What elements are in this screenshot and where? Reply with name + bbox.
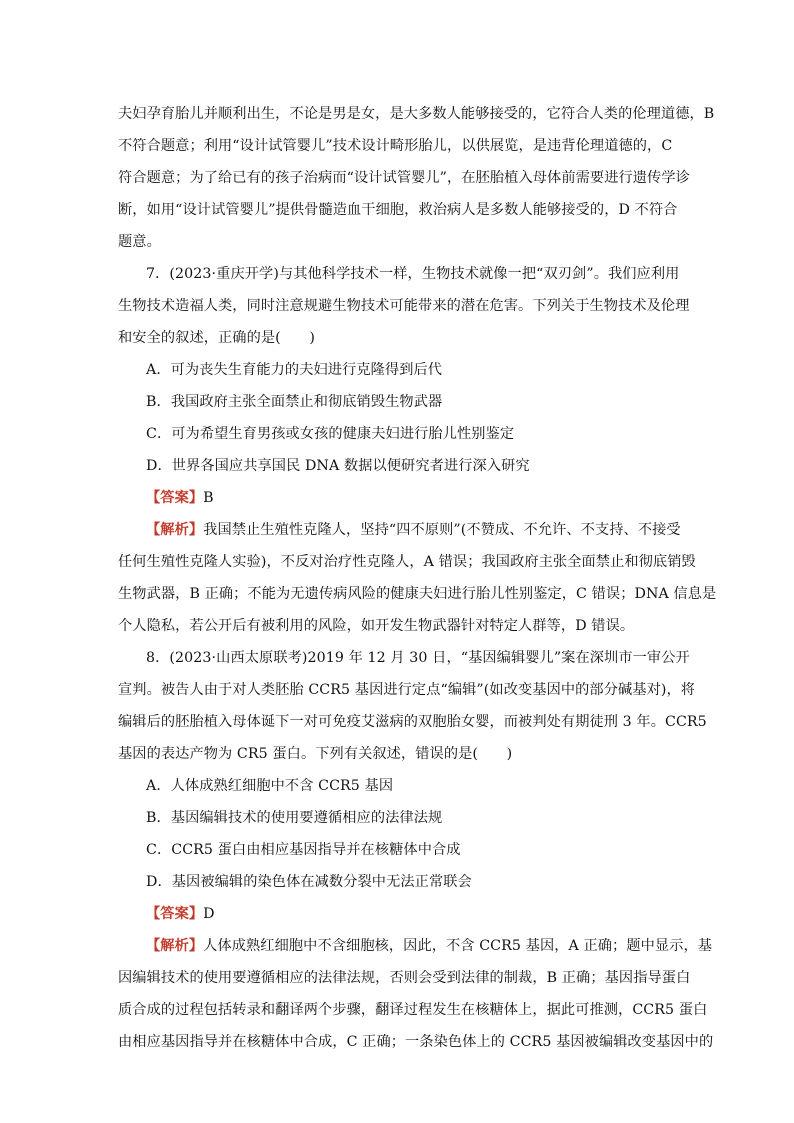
- q8-analysis-line: [146, 936, 713, 956]
- intro-line: 题意。: [118, 234, 161, 250]
- q8-option-b: B．基因编辑技术的使用要遵循相应的法律法规: [146, 810, 443, 826]
- q8-answer-line: [146, 904, 706, 924]
- q8-analysis-text: 人体成熟红细胞中不含细胞核，因此，不含 CCR5 基因，A 正确；题中显示，基: [203, 938, 713, 954]
- q8-analysis-line: 因编辑技术的使用要遵循相应的法律法规，否则会受到法律的制裁，B 正确；基因指导蛋白: [118, 970, 691, 986]
- q8-analysis-line: 由相应基因指导并在核糖体中合成，C 正确；一条染色体上的 CCR5 基因被编辑改变基因中的: [118, 1034, 714, 1050]
- q7-option-c: C．可为希望生育男孩或女孩的健康夫妇进行胎儿性别鉴定: [146, 426, 515, 442]
- analysis-tag: 【解析】: [146, 522, 204, 538]
- q7-stem-line: 生物技术造福人类，同时注意规避生物技术可能带来的潜在危害。下列关于生物技术及伦理: [118, 298, 690, 314]
- q7-answer: B: [203, 490, 214, 506]
- q8-option-a: A．人体成熟红细胞中不含 CCR5 基因: [146, 778, 394, 794]
- q7-stem-line: 7．(2023·重庆开学)与其他科学技术一样，生物技术就像一把“双刃剑”。我们应利用: [146, 266, 680, 282]
- q8-stem-line: 基因的表达产物为 CR5 蛋白。下列有关叙述，错误的是( ): [118, 746, 513, 762]
- q7-analysis-line: [146, 520, 706, 540]
- answer-tag: 【答案】: [146, 906, 204, 922]
- q8-stem-line: 宣判。被告人由于对人类胚胎 CCR5 基因进行定点“编辑”(如改变基因中的部分碱基对)，将: [118, 682, 696, 698]
- q7-answer-line: [146, 488, 706, 508]
- q7-option-b: B．我国政府主张全面禁止和彻底销毁生物武器: [146, 394, 443, 410]
- intro-line: 断，如用“设计试管婴儿”提供骨髓造血干细胞，救治病人是多数人能够接受的，D 不符合: [118, 202, 678, 218]
- q8-analysis-line: 质合成的过程包括转录和翻译两个步骤，翻译过程发生在核糖体上，据此可推测，CCR5 蛋白: [118, 1002, 708, 1018]
- q8-stem-line: 8．(2023·山西太原联考)2019 年 12 月 30 日，“基因编辑婴儿”案在深圳市一审公开: [146, 650, 690, 666]
- q7-analysis-line: 任何生殖性克隆人实验)，不反对治疗性克隆人，A 错误；我国政府主张全面禁止和彻底销毁: [118, 554, 696, 570]
- q8-stem-line: 编辑后的胚胎植入母体诞下一对可免疫艾滋病的双胞胎女婴，而被判处有期徒刑 3 年。CCR5: [118, 714, 707, 730]
- intro-line: 夫妇孕育胎儿并顺利出生，不论是男是女，是大多数人能够接受的，它符合人类的伦理道德，B: [118, 106, 715, 122]
- q8-answer: D: [203, 906, 215, 922]
- intro-line: 不符合题意；利用“设计试管婴儿”技术设计畸形胎儿，以供展览，是违背伦理道德的，C: [118, 138, 673, 154]
- analysis-tag: 【解析】: [146, 938, 204, 954]
- answer-tag: 【答案】: [146, 490, 204, 506]
- intro-line: 符合题意；为了给已有的孩子治病而“设计试管婴儿”，在胚胎植入母体前需要进行遗传学诊: [118, 170, 690, 186]
- q7-analysis-line: 个人隐私，若公开后有被利用的风险，如开发生物武器针对特定人群等，D 错误。: [118, 618, 635, 634]
- q7-analysis-line: 生物武器，B 正确；不能为无遗传病风险的健康夫妇进行胎儿性别鉴定，C 错误；DNA 信息是: [118, 586, 717, 602]
- q7-stem-line: 和安全的叙述，正确的是( ): [118, 330, 316, 346]
- q7-analysis-text: 我国禁止生殖性克隆人，坚持“四不原则”(不赞成、不允许、不支持、不接受: [203, 522, 681, 538]
- q8-option-d: D．基因被编辑的染色体在减数分裂中无法正常联会: [146, 874, 472, 890]
- q7-option-d: D．世界各国应共享国民 DNA 数据以便研究者进行深入研究: [146, 458, 530, 474]
- q7-option-a: A．可为丧失生育能力的夫妇进行克隆得到后代: [146, 362, 443, 378]
- q8-option-c: C．CCR5 蛋白由相应基因指导并在核糖体中合成: [146, 842, 461, 858]
